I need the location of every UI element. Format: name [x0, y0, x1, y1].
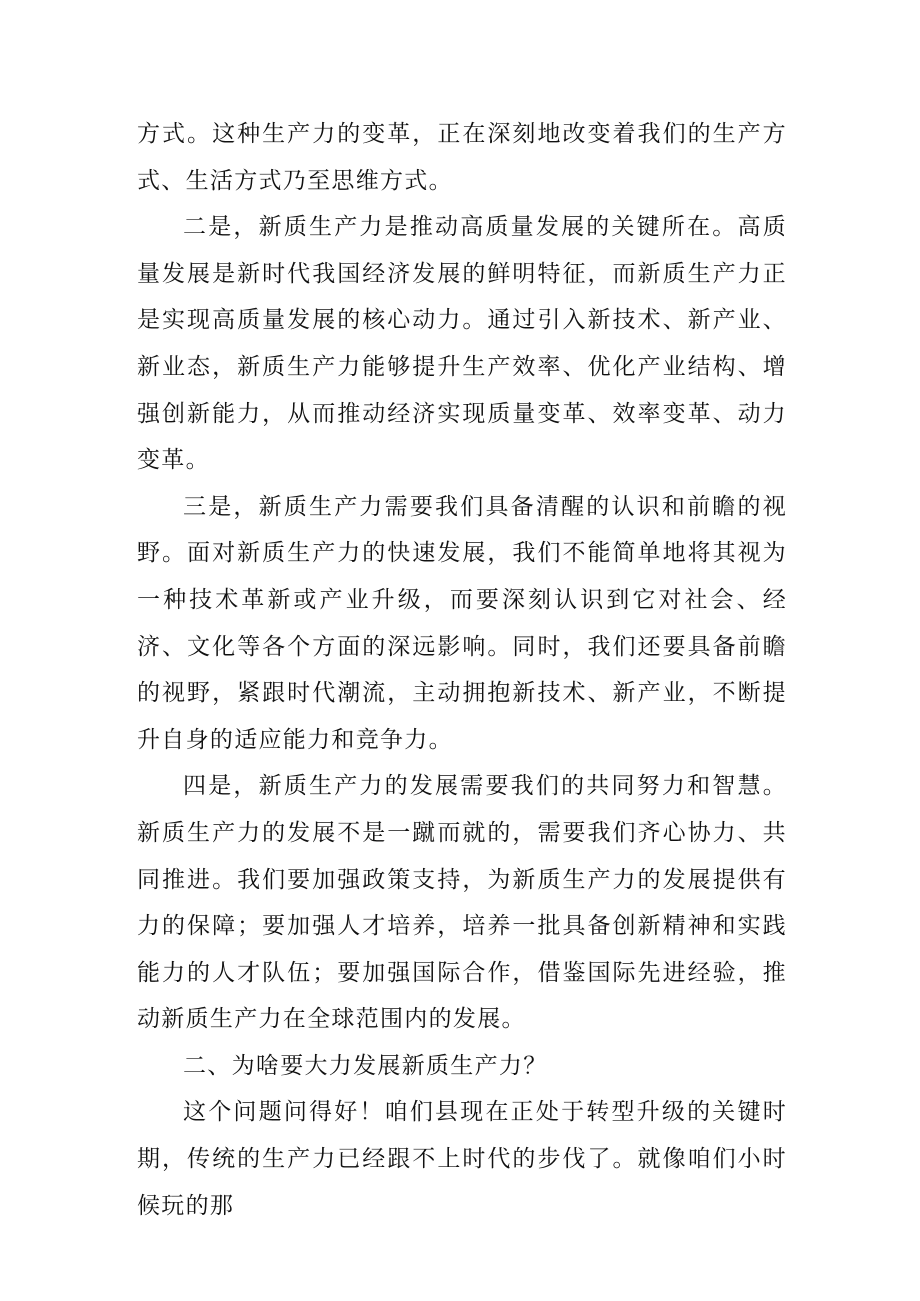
body-text [137, 111, 787, 1229]
section-heading: 二、为啥要大力发展新质生产力？ [183, 1052, 548, 1079]
paragraph-point-three: 三是，新质生产力需要我们具备清醒的认识和前瞻的视野。面对新质生产力的快速发展，我们不能简单地将其视为一种技术革新或产业升级，而要深刻认识到它对社会、经济、文化等各个方面的深远影响。同时，我们还要具备前瞻的视野，紧跟时代潮流，主动拥抱新技术、新产业，不断提升自身的适应能力和竞争力。 [137, 493, 787, 753]
paragraph-point-four: 四是，新质生产力的发展需要我们的共同努力和智慧。新质生产力的发展不是一蹴而就的，需要我们齐心协力、共同推进。我们要加强政策支持，为新质生产力的发展提供有力的保障；要加强人才培养，培养一批具备创新精神和实践能力的人才队伍；要加强国际合作，借鉴国际先进经验，推动新质生产力在全球范围内的发展。 [137, 773, 787, 1033]
paragraph-point-two: 二是，新质生产力是推动高质量发展的关键所在。高质量发展是新时代我国经济发展的鲜明特征，而新质生产力正是实现高质量发展的核心动力。通过引入新技术、新产业、新业态，新质生产力能够提升生产效率、优化产业结构、增强创新能力，从而推动经济实现质量变革、效率变革、动力变革。 [137, 214, 787, 474]
paragraph-answer: 这个问题问得好！咱们县现在正处于转型升级的关键时期，传统的生产力已经跟不上时代的步伐了。就像咱们小时候玩的那 [137, 1099, 787, 1219]
paragraph-continuation: 方式。这种生产力的变革，正在深刻地改变着我们的生产方式、生活方式乃至思维方式。 [137, 121, 787, 194]
